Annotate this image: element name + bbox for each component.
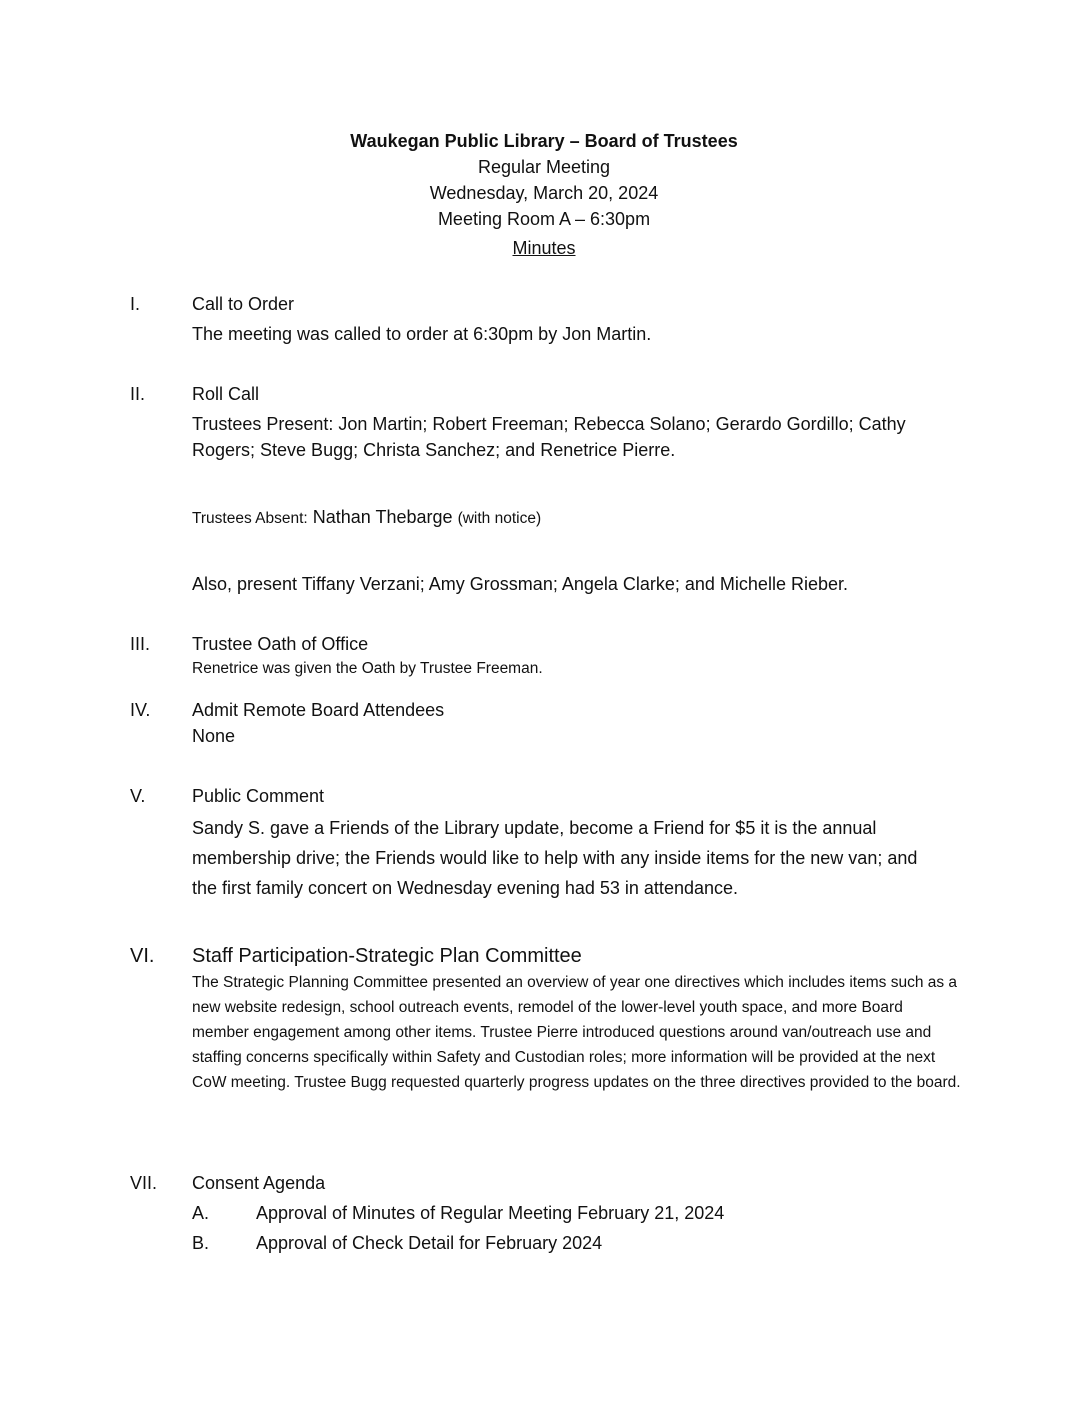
section-heading: Trustee Oath of Office — [192, 634, 369, 654]
also-present: Also, present Tiffany Verzani; Amy Grossman; Angela Clarke; and Michelle Rieber. — [192, 574, 848, 594]
section-number: III. — [130, 634, 151, 654]
section-number: VI. — [130, 945, 155, 967]
section-text: Sandy S. gave a Friends of the Library update, become a Friend for $5 it is the annual membership drive; the Friends would like to help with any inside items for the new van; and the first family concert on Wednesday evening had 53 in attendance. — [192, 818, 918, 898]
agenda-item-letter: B. — [192, 1233, 210, 1253]
section-heading: Call to Order — [192, 294, 295, 314]
section-heading: Consent Agenda — [192, 1173, 326, 1193]
section-text: Renetrice was given the Oath by Trustee Freeman. — [192, 660, 543, 677]
trustees-absent — [192, 504, 962, 532]
section-number: V. — [130, 786, 146, 806]
section-heading: Admit Remote Board Attendees — [192, 700, 445, 720]
trustees-present: Trustees Present: Jon Martin; Robert Freeman; Rebecca Solano; Gerardo Gordillo; Cathy Rogers; Steve Bugg; Christa Sanchez; and Renetrice Pierre. — [192, 414, 906, 460]
minutes-heading: Minutes — [512, 238, 576, 258]
section-heading: Public Comment — [192, 786, 325, 806]
absent-name: Nathan Thebarge — [312, 507, 453, 527]
section-heading: Roll Call — [192, 384, 260, 404]
section-number: IV. — [130, 700, 151, 720]
section-text: The Strategic Planning Committee presented an overview of year one directives which includes items such as a new website redesign, school outreach events, remodel of the lower-level youth space, and more Board member engagement among other items. Trustee Pierre introduced questions around van/outreach use and staffing concerns specifically within Safety and Custodian roles; more information will be provided at the next CoW meeting. Trustee Bugg requested quarterly progress updates on the three directives provided to the board. — [192, 974, 961, 1091]
absent-note: (with notice) — [457, 510, 542, 527]
agenda-item-letter: A. — [192, 1203, 210, 1223]
section-text: None — [192, 726, 236, 746]
document-title: Waukegan Public Library – Board of Trustees — [350, 131, 738, 151]
agenda-item-text: Approval of Minutes of Regular Meeting February 21, 2024 — [256, 1203, 725, 1223]
meeting-date: Wednesday, March 20, 2024 — [429, 183, 659, 203]
agenda-item-text: Approval of Check Detail for February 2024 — [256, 1233, 603, 1253]
section-heading: Staff Participation-Strategic Plan Committee — [192, 945, 582, 967]
section-number: I. — [130, 294, 141, 314]
meeting-room: Meeting Room A – 6:30pm — [437, 209, 651, 229]
section-text: The meeting was called to order at 6:30pm by Jon Martin. — [192, 324, 652, 344]
meeting-type: Regular Meeting — [477, 157, 611, 177]
absent-label: Trustees Absent: — [192, 510, 308, 527]
section-number: II. — [130, 384, 146, 404]
section-number: VII. — [130, 1173, 158, 1193]
